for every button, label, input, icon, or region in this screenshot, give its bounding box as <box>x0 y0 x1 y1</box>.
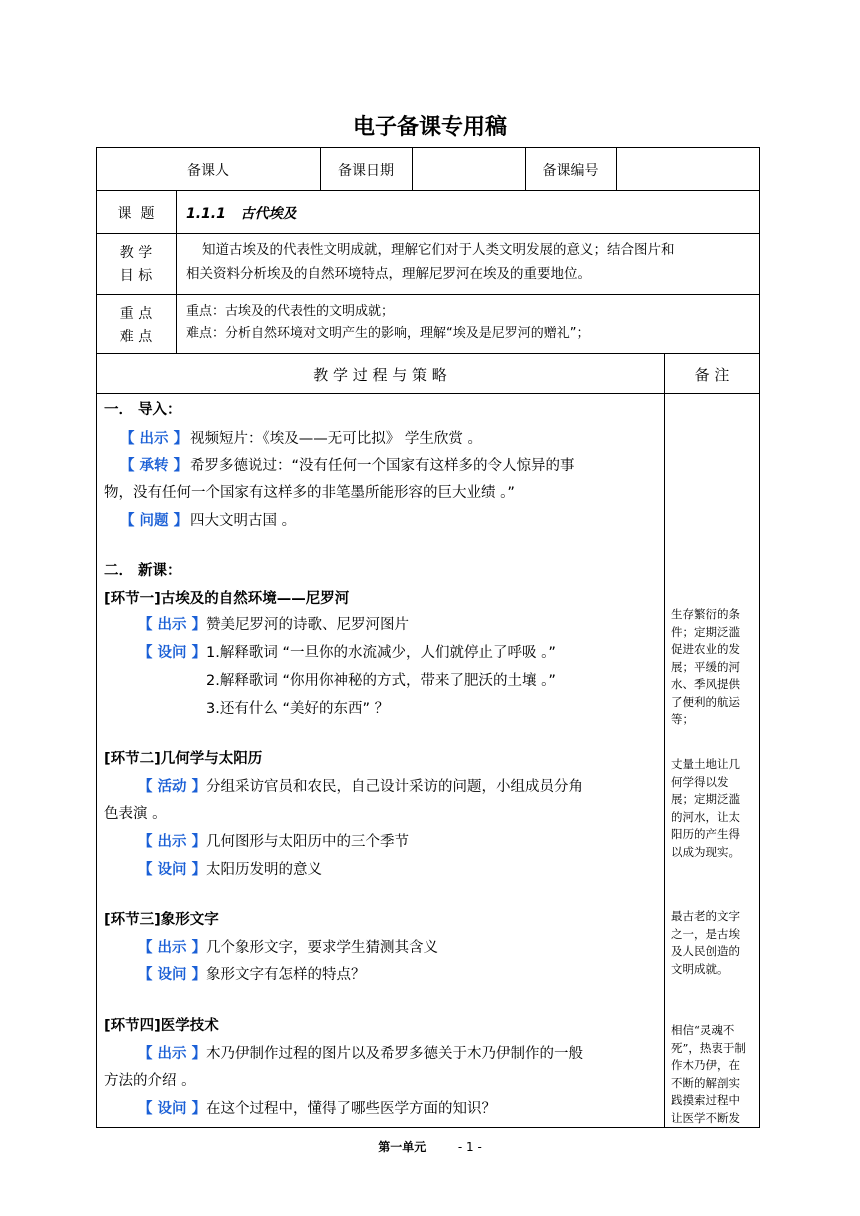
body-text: 1.解释歌词 “一旦你的水流减少，人们就停止了呼吸 。” <box>206 645 556 661</box>
note-line: 了便利的航运 <box>671 694 740 709</box>
body-text: 几何图形与太阳历中的三个季节 <box>206 834 409 850</box>
note-line: 丈量土地让几 <box>671 757 740 771</box>
page-title: 电子备课专用稿 <box>352 115 507 140</box>
body-text: 几个象形文字，要求学生猜测其含义 <box>206 940 438 956</box>
col-divider <box>412 147 413 190</box>
col-divider <box>664 353 665 1128</box>
tag-activity: 【 活动 】 <box>138 779 207 795</box>
body-text: 在这个过程中，懂得了哪些医学方面的知识？ <box>206 1101 496 1117</box>
tag-transition: 【 承转 】 <box>120 458 189 474</box>
note-line: 之一，是古埃 <box>671 926 740 941</box>
date-label: 备课日期 <box>338 163 394 179</box>
note-line: 文明成就。 <box>671 961 729 976</box>
body-text: 方法的介绍 。 <box>104 1073 196 1089</box>
note-line: 最古老的文字 <box>671 909 740 923</box>
topic-value: 1.1.1 古代埃及 <box>186 206 297 222</box>
tag-show: 【 出示 】 <box>138 617 207 633</box>
note-block <box>671 908 757 978</box>
body-text: 2.解释歌词 “你用你神秘的方式，带来了肥沃的土壤 。” <box>206 673 556 689</box>
notes-header: 备 注 <box>694 366 730 384</box>
col-divider <box>176 190 177 353</box>
note-line: 不断的解剖实 <box>671 1075 740 1090</box>
note-line: 的河水，让太 <box>671 809 740 824</box>
section-title: 二． 新课： <box>104 563 182 579</box>
number-label: 备课编号 <box>542 163 599 179</box>
body-text: 分组采访官员和农民，自己设计采访的问题，小组成员分角 <box>206 779 583 795</box>
keypoints-label: 重 点 <box>119 306 153 322</box>
note-line: 何学得以发 <box>671 774 729 789</box>
note-block <box>671 606 757 729</box>
note-line: 展；平缓的河 <box>671 659 740 674</box>
body-text: 太阳历发明的意义 <box>206 862 322 878</box>
note-line: 生存繁衍的条 <box>671 607 740 621</box>
tag-show: 【 出示 】 <box>138 940 207 956</box>
keypoints-text: 重点：古埃及的代表性的文明成就； <box>186 304 395 319</box>
body-text: 象形文字有怎样的特点？ <box>206 967 366 983</box>
note-line: 以成为现实。 <box>671 844 740 859</box>
note-block <box>671 1022 757 1127</box>
body-text: 木乃伊制作过程的图片以及希罗多德关于木乃伊制作的一般 <box>206 1046 583 1062</box>
row-divider <box>96 393 760 394</box>
segment-title: [环节二]几何学与太阳历 <box>104 751 263 767</box>
tag-show: 【 出示 】 <box>138 1046 207 1062</box>
section-title: 一． 导入： <box>104 402 182 418</box>
note-line: 让医学不断发 <box>671 1110 740 1125</box>
tag-question: 【 设问 】 <box>138 1101 207 1117</box>
tag-question: 【 设问 】 <box>138 967 207 983</box>
footer-page-number: - 1 - <box>457 1140 482 1154</box>
body-text: 物，没有任何一个国家有这样多的非笔墨所能形容的巨大业绩 。” <box>104 485 515 501</box>
body-text: 希罗多德说过：“没有任何一个国家有这样多的令人惊异的事 <box>190 458 575 474</box>
row-divider <box>96 190 760 191</box>
note-line: 水、季风提供 <box>671 677 740 691</box>
goals-label: 目 标 <box>119 268 153 284</box>
tag-question: 【 设问 】 <box>138 862 207 878</box>
note-line: 死”，热衷于制 <box>671 1040 746 1055</box>
body-text: 视频短片：《埃及——无可比拟》 学生欣赏 。 <box>190 431 482 447</box>
note-line: 及人民创造的 <box>671 944 740 958</box>
goals-text: 相关资料分析埃及的自然环境特点，理解尼罗河在埃及的重要地位。 <box>186 266 591 282</box>
row-divider <box>96 353 760 354</box>
col-divider <box>616 147 617 190</box>
note-line: 件；定期泛滥 <box>671 624 740 639</box>
segment-title: [环节三]象形文字 <box>104 912 219 928</box>
note-line: 展；定期泛滥 <box>671 792 740 806</box>
tag-question: 【 设问 】 <box>138 645 207 661</box>
page-footer <box>0 1138 860 1155</box>
tag-question: 【 问题 】 <box>120 513 189 529</box>
row-divider <box>96 233 760 234</box>
segment-title: [环节四]医学技术 <box>104 1018 219 1034</box>
note-line: 等； <box>671 712 694 726</box>
body-text: 四大文明古国 。 <box>190 513 297 529</box>
keypoints-label: 难 点 <box>119 329 153 345</box>
process-header: 教 学 过 程 与 策 略 <box>313 366 447 384</box>
segment-title: [环节一]古埃及的自然环境——尼罗河 <box>104 591 350 607</box>
tag-show: 【 出示 】 <box>120 431 189 447</box>
note-block <box>671 756 757 861</box>
body-text: 3.还有什么 “美好的东西” ？ <box>206 701 390 717</box>
preparer-label: 备课人 <box>187 163 229 179</box>
footer-unit: 第一单元 <box>378 1140 427 1154</box>
topic-label: 课 题 <box>117 206 155 222</box>
note-line: 践摸索过程中 <box>671 1093 740 1107</box>
note-line: 相信“灵魂不 <box>671 1023 735 1037</box>
note-line: 促进农业的发 <box>671 642 740 656</box>
body-text: 赞美尼罗河的诗歌、尼罗河图片 <box>206 617 409 633</box>
row-divider <box>96 294 760 295</box>
goals-text: 知道古埃及的代表性文明成就，理解它们对于人类文明发展的意义；结合图片和 <box>202 242 675 258</box>
note-line: 阳历的产生得 <box>671 827 740 841</box>
body-text: 色表演 。 <box>104 806 167 822</box>
keypoints-text: 难点：分析自然环境对文明产生的影响，理解“埃及是尼罗河的赠礼”； <box>186 326 590 341</box>
note-line: 作木乃伊，在 <box>671 1058 740 1072</box>
goals-label: 教 学 <box>119 245 153 261</box>
tag-show: 【 出示 】 <box>138 834 207 850</box>
